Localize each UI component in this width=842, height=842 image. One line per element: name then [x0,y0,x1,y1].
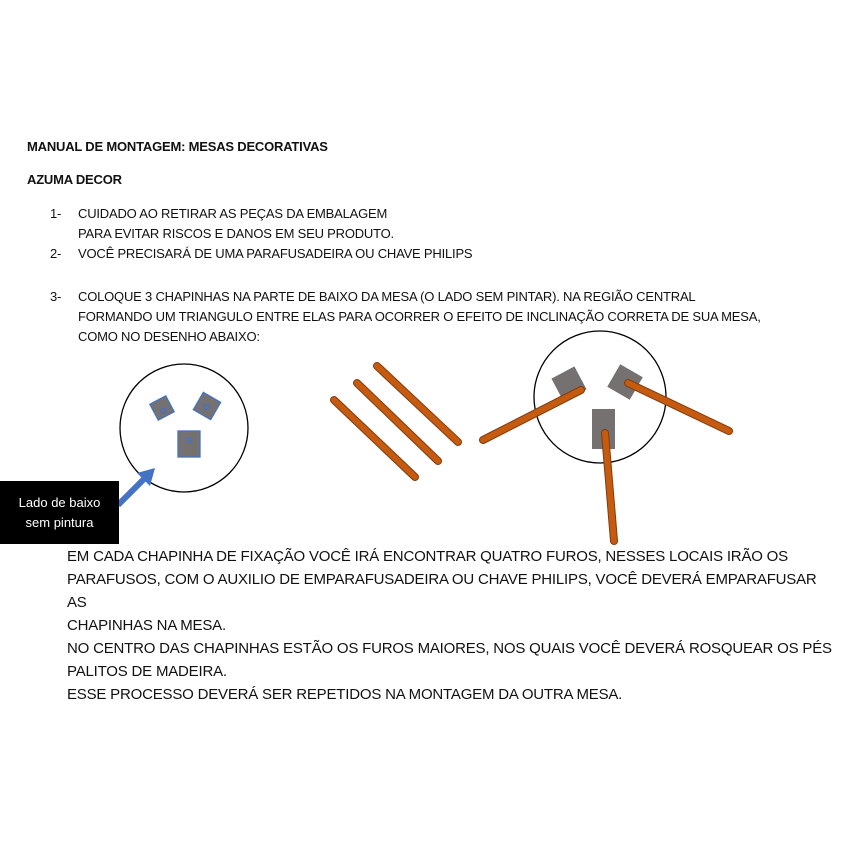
brand-name: AZUMA DECOR [27,172,122,187]
wooden-leg [334,400,415,477]
step-line: VOCÊ PRECISARÁ DE UMA PARAFUSADEIRA OU CHAVE PHILIPS [78,246,473,261]
step-number: 3- [50,289,62,304]
instructions-body [67,545,837,706]
step-line: CUIDADO AO RETIRAR AS PEÇAS DA EMBALAGEM [78,206,388,221]
wooden-legs-group [334,366,458,477]
step-number: 1- [50,206,62,221]
paragraph-line: PARAFUSOS, COM O AUXILIO DE EMPARAFUSADEIRA OU CHAVE PHILIPS, VOCÊ DEVERÁ EMPARAFUSAR AS [67,571,817,611]
step-line: FORMANDO UM TRIANGULO ENTRE ELAS PARA OCORRER O EFEITO DE INCLINAÇÃO CORRETA DE SUA MESA, [78,309,761,324]
paragraph-line: NO CENTRO DAS CHAPINHAS ESTÃO OS FUROS MAIORES, NOS QUAIS VOCÊ DEVERÁ ROSQUEAR OS PÉS [67,640,832,657]
paragraph-line: ESSE PROCESSO DEVERÁ SER REPETIDOS NA MONTAGEM DA OUTRA MESA. [67,686,623,703]
table-underside-figure [118,364,248,505]
paragraph-line: EM CADA CHAPINHA DE FIXAÇÃO VOCÊ IRÁ ENCONTRAR QUATRO FUROS, NESSES LOCAIS IRÃO OS [67,548,788,565]
callout-line: sem pintura [25,514,94,530]
wooden-leg [377,366,458,442]
step-number: 2- [50,246,62,261]
paragraph-line: CHAPINHAS NA MESA. [67,617,226,634]
step-line: PARA EVITAR RISCOS E DANOS EM SEU PRODUTO. [78,226,394,241]
callout-line: Lado de baixo [18,494,101,510]
step-line: COMO NO DESENHO ABAIXO: [78,329,260,344]
wooden-leg [357,383,438,461]
manual-title: MANUAL DE MONTAGEM: MESAS DECORATIVAS [27,139,328,154]
step-line: COLOQUE 3 CHAPINHAS NA PARTE DE BAIXO DA MESA (O LADO SEM PINTAR). NA REGIÃO CENTRAL [78,289,696,304]
arrow-icon [118,468,155,505]
assembled-table-figure [483,331,729,541]
mounting-plate [178,431,200,457]
callout-label [0,481,119,544]
paragraph-line: PALITOS DE MADEIRA. [67,663,227,680]
